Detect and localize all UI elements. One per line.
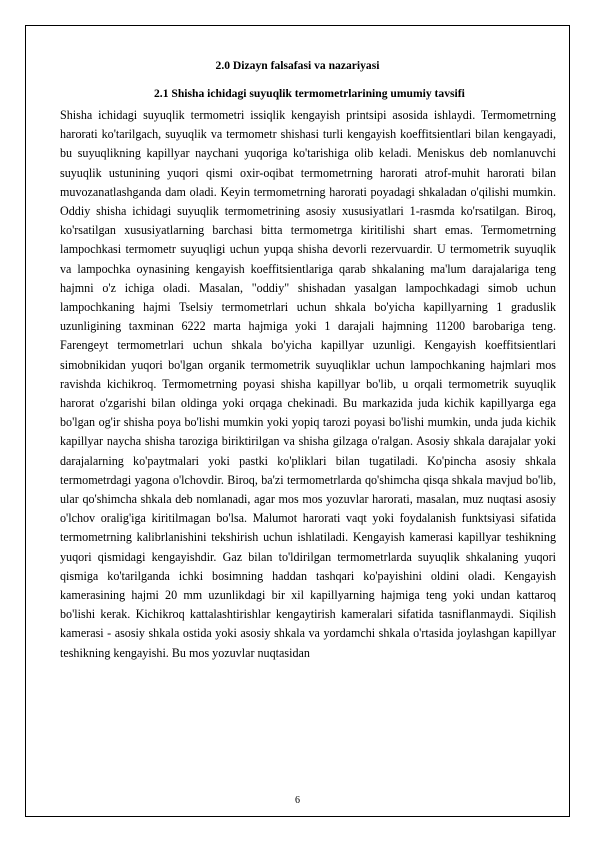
page-number: 6 bbox=[295, 795, 300, 806]
body-paragraph: Shisha ichidagi suyuqlik termometri issiqlik kengayish printsipi asosida ishlaydi. Termometrning harorati ko'tarilgach, suyuqlik va termometr shishasi turli kengayish koeffitsientlari bilan kengayadi, bu suyuqlikning kapillyar naychani yuqoriga ko'tarishiga olib keladi. Meniskus deb nomlanuvchi suyuqlik ustunining yuqori qismi oxir-oqibat termometrning harorati atrof-muhit harorati bilan muvozanatlashganda dam oladi. Keyin termometrning harorati poyadagi shkaladan o'qilishi mumkin. Oddiy shisha ichidagi suyuqlik termometrining asosiy xususiyatlari 1-rasmda ko'rsatilgan. Biroq, ko'rsatilgan xususiyatlarning barchasi bitta termometrga kiritilishi shart emas. Termometrning lampochkasi termometr suyuqligi uchun yupqa shisha devorli rezervuardir. U termometrik suyuqlik va lampochka oynasining kengayish koeffitsientlariga qarab shkalaning ma'lum darajalariga teng hajmni o'z ichiga oladi. Masalan, "oddiy" shishadan yasalgan lampochkadagi simob uchun lampochkaning hajmi Tselsiy termometrlari uchun shkala bo'yicha kapillyarning 1 graduslik uzunligining taxminan 6222 marta hajmiga yoki 1 darajali hajmning 11200 barobariga teng. Farengeyt termometrlari uchun shkala bo'yicha kapillyar uzunligi. Kengayish koeffitsientlari simobnikidan yuqori bo'lgan organik termometrik suyuqliklar uchun lampochkaning hajmlari mos ravishda kichikroq. Termometrning poyasi shisha kapillyar bo'lib, u orqali termometrik suyuqlik harorat o'zgarishi bilan oldinga yoki orqaga chekinadi. Bu markazida juda kichik kapillyarga ega bo'lgan og'ir shisha poya bo'lishi mumkin yoki yopiq tarozi poyasi bo'lishi mumkin, unda juda kichik kapillyar naycha shisha taroziga biriktirilgan va shisha gilzaga o'ralgan. Asosiy shkala darajalar yoki darajalarning ko'paytmalari yoki pastki ko'pliklari bilan tugatiladi. Ko'pincha asosiy shkala termometrdagi yagona o'lchovdir. Biroq, ba'zi termometrlarda qo'shimcha qisqa shkala mavjud bo'lib, ular qo'shimcha shkala deb nomlanadi, agar mos mos yozuvlar harorati, masalan, muz nuqtasi asosiy o'lchov oralig'iga kiritilmagan bo'lsa. Malumot harorati vaqt yoki foydalanish funktsiyasi sifatida termometrning kalibrlanishini tekshirish uchun ishlatiladi. Kengayish kamerasi kapillyar teshikning yuqori qismidagi kengayishdir. Gaz bilan to'ldirilgan termometrlarda suyuqlik shkalaning yuqori qismiga ko'tarilganda ichki bosimning haddan tashqari ko'payishini oldini oladi. Kengayish kamerasining hajmi 20 mm uzunlikdagi bir xil kapillyarning hajmiga teng yoki undan kattaroq bo'lishi kerak. Kichikroq kattalashtirishlar kengaytirish kameralari sifatida tasniflanmaydi. Siqilish kamerasi - asosiy shkala ostida yoki asosiy shkala va yordamchi shkala o'rtasida joylashgan kapillyar teshikning kengayishi. Bu mos yozuvlar nuqtasidan bbox=[60, 108, 556, 660]
chapter-title: 2.0 Dizayn falsafasi va nazariyasi bbox=[215, 59, 380, 72]
section-title: 2.1 Shisha ichidagi suyuqlik termometrlarining umumiy tavsifi bbox=[154, 87, 465, 100]
